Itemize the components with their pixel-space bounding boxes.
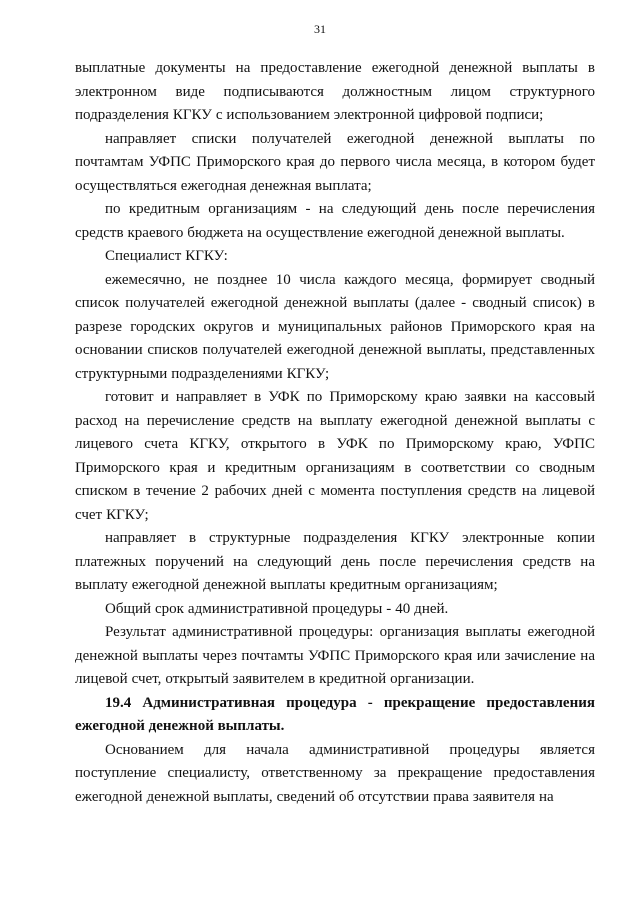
paragraph-payment-copies: направляет в структурные подразделения КГКУ электронные копии платежных поручений на следующий день после перечисления средств на выплату ежегодной денежной выплаты кредитным организациям; xyxy=(75,530,595,593)
section-heading: 19.4 Административная процедура - прекращение предоставления ежегодной денежной выплаты. xyxy=(75,694,595,734)
paragraph-total-term: Общий срок административной процедуры - 40 дней. xyxy=(105,600,449,617)
paragraph-specialist: Специалист КГКУ: xyxy=(105,248,228,264)
paragraph-grounds: Основанием для начала административной процедуры является поступление специалисту, ответственному за прекращение предоставления ежегодной денежной выплаты, сведений об отсутствии права заявителя на xyxy=(75,741,595,805)
paragraph-credit-organizations: по кредитным организациям - на следующий день после перечисления средств краевого бюджета на осуществление ежегодной денежной выплаты. xyxy=(75,201,595,241)
paragraph-post-offices: направляет списки получателей ежегодной денежной выплаты по почтамтам УФПС Приморского края до первого числа месяца, в котором будет осуществляться ежегодная денежная выплата; xyxy=(75,130,595,194)
paragraph-cash-requests: готовит и направляет в УФК по Приморскому краю заявки на кассовый расход на перечисление средств на выплату ежегодной денежной выплаты с лицевого счета КГКУ, открытого в УФК по Приморскому краю, УФПС Приморского края и кредитным организациям в соответствии со сводным списком в течение 2 рабочих дней с момента поступления средств на лицевой счет КГКУ; xyxy=(75,389,595,523)
paragraph-monthly-list: ежемесячно, не позднее 10 числа каждого месяца, формирует сводный список получателей ежегодной денежной выплаты (далее - сводный список) в разрезе городских округов и муниципальных районов Приморского края на основании списков получателей ежегодной денежной выплаты, представленных структурными подразделениями КГКУ; xyxy=(75,271,595,382)
paragraph-procedure-result: Результат административной процедуры: организация выплаты ежегодной денежной выплаты через почтамты УФПС Приморского края или зачисление на лицевой счет, открытый заявителем в кредитной организации. xyxy=(75,624,595,687)
paragraph-signing-documents: выплатные документы на предоставление ежегодной денежной выплаты в электронном виде подписываются должностным лицом структурного подразделения КГКУ с использованием электронной цифровой подписи; xyxy=(75,60,595,123)
document-body xyxy=(75,57,595,809)
page-number: 31 xyxy=(314,22,326,36)
